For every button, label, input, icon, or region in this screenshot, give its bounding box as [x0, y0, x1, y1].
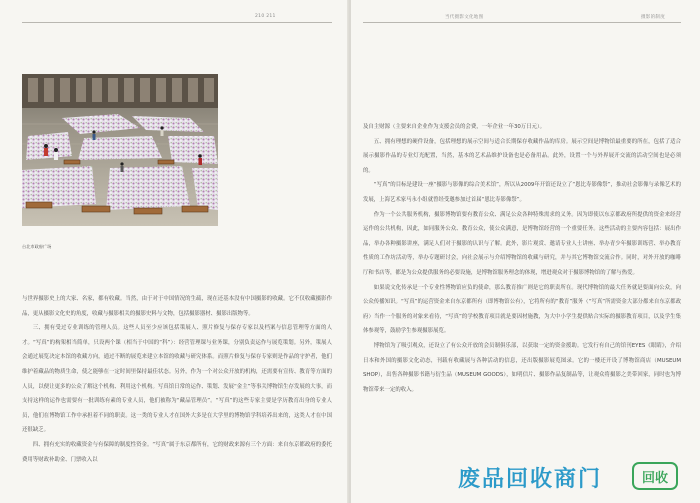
- paragraph: 作为一个公共服务机构，摄影博物馆要有教育公众、满足公众各种特殊需求的义务。因为即使以东京都政府所提供的资金来经营运作的公共机构，因此，如同服务公众、教育公众，使公众满意，是博物馆经营的一个重要任务。这些活动的主要内容包括：展出作品，举办各种摄影讲座，满足人们对于摄影的认识与了解。此外，影片观赏、邀请专业人士讲座、举办青少年摄影训练营、举办教育性质的工作坊活动等，举办专题研讨会，向社会展示与介绍博物馆的收藏与研究，并与其它博物馆交流合作。同时，对外开放的咖啡厅和书店等，都是为公众提供服务的必要设施，是博物馆服务理念的体现，增进观众对于摄影博物馆的了解与热爱。: [363, 211, 681, 276]
- right-body-text: [363, 120, 681, 460]
- photo-caption: 台北市政府广场: [22, 244, 52, 249]
- left-body-text: [22, 292, 332, 467]
- chapter-title: 摄影的制度: [641, 15, 665, 20]
- left-header-rule: [22, 22, 332, 23]
- paragraph: 四、拥有充实的收藏资金与有保障的制度性资金。“写真”属于东京都所有，它的财政来源有三个方面：来自东京都政府的委托费用等财政补助金、门票收入以: [22, 441, 332, 463]
- watermark-text: 废品回收商门: [458, 467, 603, 492]
- running-title: 当代摄影文化地图: [445, 15, 484, 20]
- paragraph: 三、拥有受过专业训练的管理人员。这些人员至少应该包括策展人、照片修复与保存专家以及档案与信息管理等方面的人才。“写真”的构架相当简单，只设两个课（相当于中国的“科”）：经营管理课与业务课，分别负责运作与展览策划。另外，策展人会通过展览决定本馆的收藏方向，通过不断的展览来建立本馆的收藏与研究体系。而照片修复与保存专家则是作品的守护者，他们维护着藏品的物质生命，使之能够在一定时间里保持最佳状态。另外，作为一个对公众开放的机构，还需要有宣传、教育等方面的人员，以便让更多的公众了解这个机构、利用这个机构。写真馆日常的运作、策划、发展“金主”等事关博物馆生存发展的大事，而支持这样的运作也需要有一批训练有素的专业人员，他们被称为“藏品管理员”。“写真”的这些专家主要是学历教育出身的专业人员，他们在博物馆工作中承担着不同的职责。这一类的专业人才在国外大多是在大学里的博物馆学科培养出来的，这类人才在中国还很缺乏。: [22, 325, 332, 434]
- paragraph: 五、拥有理想的硬件设备，包括理想的展示空间与适合长期保存收藏作品的库房。展示空间是博物馆最重要的所在，包括了适合展示摄影作品的专业灯光配置，当然，基本的艺术品维护设备也是必备用品。此外，设置一个与外界展开交流的活动空间也是必须的。: [363, 138, 681, 174]
- right-page: [351, 0, 700, 503]
- right-header-rule: [363, 22, 681, 23]
- paragraph: 及自主财源（主要来自企业作为支援会员的会费，一年企业一年30万日元）。: [363, 124, 546, 130]
- paragraph: 如果说文化传承是一个专业性博物馆应负的使命，那么教育推广则是它的职责所在。现代博物馆的最大任务就是要面向公众，向公众传播知识。“写真”的运营资金来自东京都所有（即博物馆公有），它将所有的“教育”服务（“写真”所需资金大部分都来自东京都政府）当作一个服务的对象来看待，“写真”的学校教育项目就是要因材施教，为大中小学生提供贴合实际的摄影教育项目，以及学生集体参观等，鼓励学生参观摄影展览。: [363, 284, 681, 335]
- logo-label: 回收: [641, 471, 669, 486]
- paragraph: 与世界摄影史上的大家、名家，都有收藏。当然，由于对于中国情况的生疏，现在还基本没有中国摄影的收藏。它不仅收藏摄影作品，更从摄影文化史的角度，收藏与摄影相关的摄影史料与文物，包括摄影器材、摄影出版物等。: [22, 296, 332, 317]
- paragraph: 博物馆为了吸引观众，还设立了有公众开放的会员制俱乐部，以获取一定的资金援助。它发行有自己的馆刊EYES《眼睛》，介绍日本和外国的摄影文化动态，刊载有收藏展与各种活动的信息，还出版摄影展览图录。它的一楼还开设了博物馆商店（MUSEUM SHOP），出售各种摄影书籍与衍生品（MUSEUM GOODS），如明信片、摄影作品复制品等，让观众将摄影之美带回家，同时也为博物馆带来一定的收入。: [363, 342, 681, 393]
- left-page-number: 210 211: [255, 14, 276, 19]
- recycle-logo-icon: [630, 459, 680, 493]
- left-page: [0, 0, 349, 503]
- paragraph: “写真”的目标是建设一座“摄影与影像的综合美术馆”，所以从2009年开馆还设立了“恩比寿影像祭”，推动社会影像与录像艺术的发展，上海艺术家马永小组就曾经受邀参加过首届“恩比寿影像祭”。: [363, 182, 681, 203]
- plaza-photo: [22, 74, 218, 226]
